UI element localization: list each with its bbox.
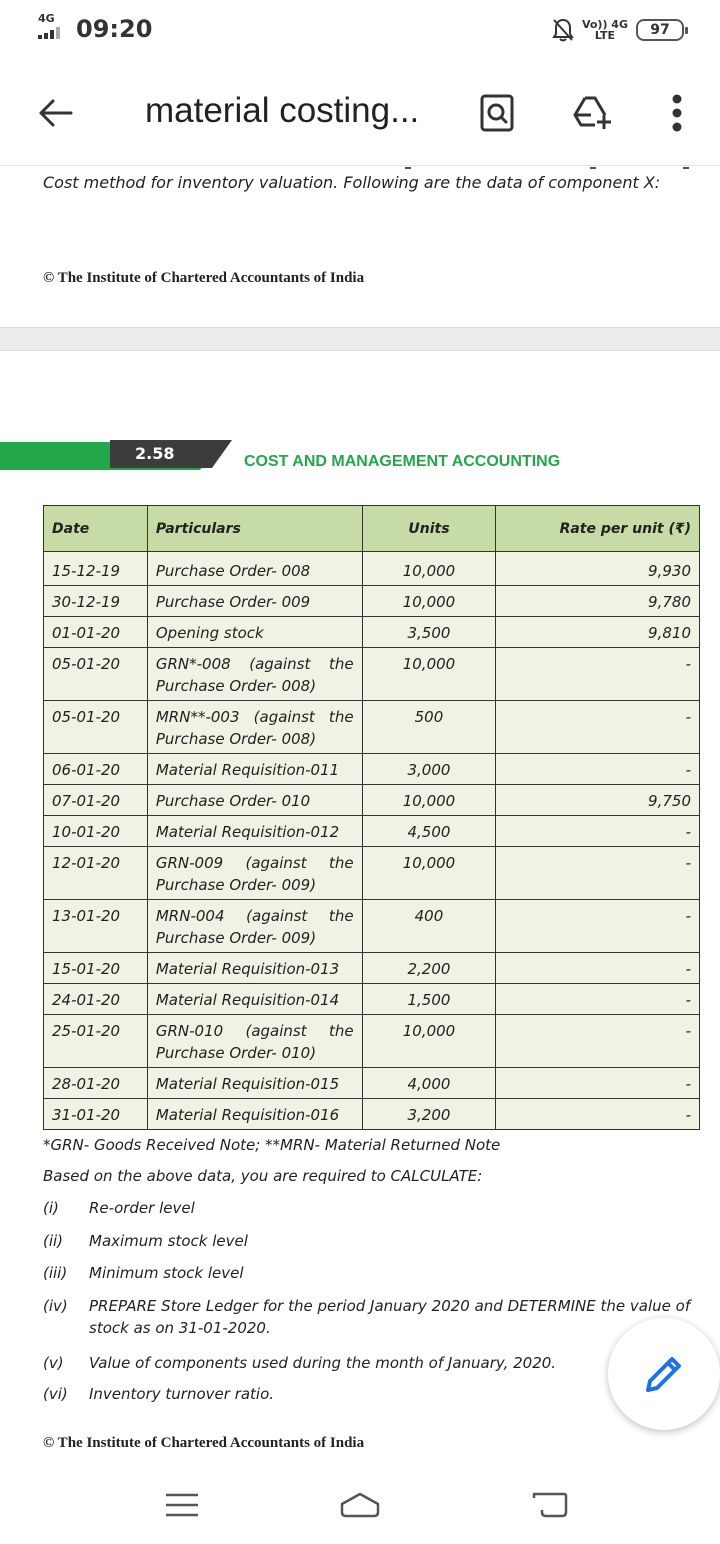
table-row [44, 984, 700, 1015]
table-row [44, 701, 700, 754]
cell-rate: - [496, 900, 700, 953]
cell-rate: 9,750 [496, 785, 700, 816]
requirement-number: (i) [43, 1199, 59, 1217]
header-date: Date [44, 506, 148, 552]
cell-particulars: GRN-009 (against the Purchase Order- 009) [147, 847, 362, 900]
cell-units: 10,000 [362, 847, 496, 900]
page-number: 2.58 [135, 444, 175, 463]
cell-units: 10,000 [362, 785, 496, 816]
cell-units: 10,000 [362, 648, 496, 701]
cell-particulars: Material Requisition-013 [147, 953, 362, 984]
cell-rate: - [496, 1015, 700, 1068]
copyright-top: © The Institute of Chartered Accountants of India [43, 270, 365, 286]
instruction: Based on the above data, you are required to CALCULATE: [43, 1167, 483, 1185]
cell-units: 4,500 [362, 816, 496, 847]
cell-units: 10,000 [362, 1015, 496, 1068]
table-row [44, 586, 700, 617]
table-row [44, 1068, 700, 1099]
status-bar [0, 0, 720, 58]
network-type: 4G [38, 12, 55, 25]
page-header-title: COST AND MANAGEMENT ACCOUNTING [244, 453, 561, 470]
cell-units: 10,000 [362, 552, 496, 586]
cell-units: 3,500 [362, 617, 496, 648]
requirement-text: PREPARE Store Ledger for the period January 2020 and DETERMINE the value of stock as on 31-01-2020. [89, 1297, 691, 1337]
cell-rate: - [496, 754, 700, 785]
cell-particulars: Material Requisition-014 [147, 984, 362, 1015]
home-icon [336, 1490, 384, 1520]
cell-units: 400 [362, 900, 496, 953]
battery-indicator [636, 19, 684, 41]
recents-button[interactable] [152, 1480, 212, 1530]
requirement-number: (vi) [43, 1385, 68, 1403]
header-units: Units [362, 506, 496, 552]
cell-units: 3,000 [362, 754, 496, 785]
component-data-table [43, 505, 700, 1130]
table-row [44, 648, 700, 701]
cell-units: 10,000 [362, 586, 496, 617]
edit-button[interactable] [608, 1318, 720, 1430]
cell-rate: - [496, 953, 700, 984]
cell-date: 07-01-20 [44, 785, 148, 816]
back-nav-button[interactable] [520, 1480, 580, 1530]
intro-line: Cost method for inventory valuation. Following are the data of component X: [43, 173, 661, 192]
cell-particulars: Material Requisition-015 [147, 1068, 362, 1099]
add-to-drive-button[interactable] [568, 88, 618, 138]
cell-particulars: GRN-010 (against the Purchase Order- 010) [147, 1015, 362, 1068]
cell-rate: 9,930 [496, 552, 700, 586]
cell-units: 2,200 [362, 953, 496, 984]
document-title: material costing... [145, 91, 420, 130]
cell-date: 28-01-20 [44, 1068, 148, 1099]
back-button[interactable] [30, 88, 80, 138]
table-row [44, 1015, 700, 1068]
volte-indicator [582, 19, 628, 41]
battery-level: 97 [650, 22, 670, 38]
cell-units: 500 [362, 701, 496, 754]
home-button[interactable] [330, 1480, 390, 1530]
cell-particulars: Purchase Order- 008 [147, 552, 362, 586]
cell-particulars: Opening stock [147, 617, 362, 648]
cell-units: 4,000 [362, 1068, 496, 1099]
more-vert-icon [671, 93, 683, 133]
cell-rate: - [496, 701, 700, 754]
requirement-number: (v) [43, 1354, 64, 1372]
table-row [44, 617, 700, 648]
add-to-drive-icon [571, 95, 615, 131]
volte-top: Vo)) 4G [581, 18, 628, 31]
cell-date: 01-01-20 [44, 617, 148, 648]
requirement-text: Value of components used during the month of January, 2020. [89, 1354, 557, 1372]
table-row [44, 900, 700, 953]
cell-rate: - [496, 847, 700, 900]
volte-bottom: LTE [594, 29, 616, 42]
pencil-icon [644, 1354, 684, 1394]
cell-date: 13-01-20 [44, 900, 148, 953]
cell-particulars: Material Requisition-016 [147, 1099, 362, 1130]
requirement-text: Re-order level [89, 1199, 195, 1217]
cell-date: 25-01-20 [44, 1015, 148, 1068]
cell-date: 12-01-20 [44, 847, 148, 900]
table-row [44, 785, 700, 816]
table-row [44, 847, 700, 900]
previous-page-fragment [0, 167, 720, 327]
cell-rate: - [496, 1099, 700, 1130]
cell-units: 3,200 [362, 1099, 496, 1130]
requirement-number: (iv) [43, 1297, 68, 1315]
requirement-number: (ii) [43, 1232, 64, 1250]
cell-date: 05-01-20 [44, 701, 148, 754]
copyright-bottom: © The Institute of Chartered Accountants of India [43, 1435, 365, 1451]
cell-particulars: Purchase Order- 009 [147, 586, 362, 617]
table-header-row [44, 506, 700, 552]
cell-rate: - [496, 1068, 700, 1099]
cell-date: 30-12-19 [44, 586, 148, 617]
cell-date: 15-01-20 [44, 953, 148, 984]
signal-icon [38, 27, 68, 39]
table-row [44, 754, 700, 785]
system-navigation-bar [0, 1468, 720, 1544]
requirement-number: (iii) [43, 1264, 68, 1282]
table-row [44, 816, 700, 847]
table-row [44, 552, 700, 586]
cell-date: 10-01-20 [44, 816, 148, 847]
page-separator [0, 327, 720, 351]
find-in-document-button[interactable] [472, 88, 522, 138]
cell-date: 24-01-20 [44, 984, 148, 1015]
recents-icon [164, 1491, 200, 1519]
cell-date: 06-01-20 [44, 754, 148, 785]
cell-date: 15-12-19 [44, 552, 148, 586]
requirement-text: Inventory turnover ratio. [89, 1385, 275, 1403]
cell-particulars: Material Requisition-012 [147, 816, 362, 847]
cell-rate: - [496, 816, 700, 847]
cell-rate: - [496, 648, 700, 701]
back-icon [530, 1490, 570, 1520]
cell-particulars: Material Requisition-011 [147, 754, 362, 785]
header-rate: Rate per unit (₹) [496, 506, 700, 552]
cell-particulars: MRN-004 (against the Purchase Order- 009) [147, 900, 362, 953]
cell-rate: 9,810 [496, 617, 700, 648]
requirement-text: Maximum stock level [89, 1232, 248, 1250]
cell-particulars: MRN**-003 (against the Purchase Order- 008) [147, 701, 362, 754]
arrow-left-icon [37, 98, 73, 128]
search-document-icon [480, 94, 514, 132]
cell-date: 31-01-20 [44, 1099, 148, 1130]
cell-rate: - [496, 984, 700, 1015]
cell-rate: 9,780 [496, 586, 700, 617]
cut-off-text-remnant [0, 167, 720, 171]
header-particulars: Particulars [147, 506, 362, 552]
mute-bell-icon [552, 18, 574, 42]
cell-particulars: GRN*-008 (against the Purchase Order- 008) [147, 648, 362, 701]
table-row [44, 1099, 700, 1130]
cell-units: 1,500 [362, 984, 496, 1015]
table-row [44, 953, 700, 984]
footnote: *GRN- Goods Received Note; **MRN- Material Returned Note [43, 1136, 501, 1154]
cell-particulars: Purchase Order- 010 [147, 785, 362, 816]
requirement-text: Minimum stock level [89, 1264, 244, 1282]
cell-date: 05-01-20 [44, 648, 148, 701]
clock: 09:20 [76, 15, 153, 43]
app-bar [0, 60, 720, 166]
more-options-button[interactable] [652, 88, 702, 138]
